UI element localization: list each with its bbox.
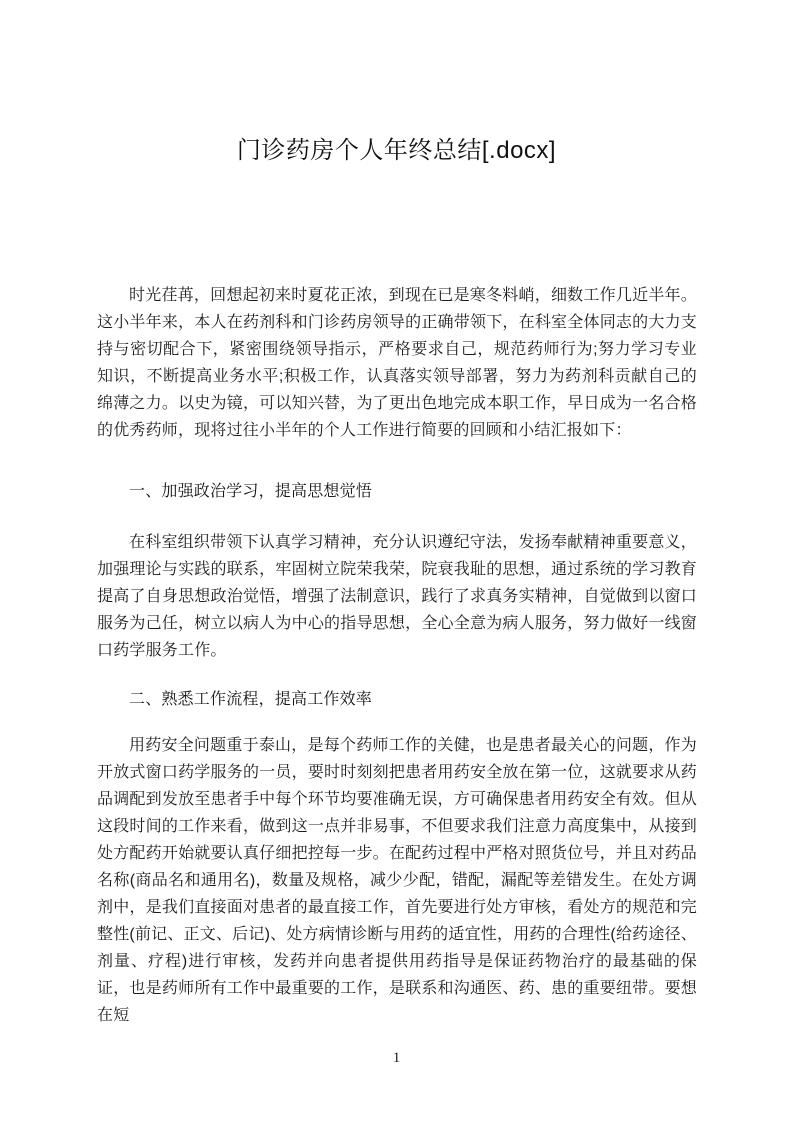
document-title: 门诊药房个人年终总结[.docx] — [236, 137, 557, 164]
paragraph-intro: 时光荏苒，回想起初来时夏花正浓，到现在已是寒冬料峭，细数工作几近半年。这小半年来，本人在药剂科和门诊药房领导的正确带领下，在科室全体同志的大力支持与密切配合下，紧密围绕领导指示，严格要求自己，规范药师行为;努力学习专业知识，不断提高业务水平;积极工作，认真落实领导部署，努力为药剂科贡献自己的绵薄之力。以史为镜，可以知兴替，为了更出色地完成本职工作，早日成为一名合格的优秀药师，现将过往小半年的个人工作进行简要的回顾和小结汇报如下： — [97, 287, 697, 439]
section-heading-2: 二、熟悉工作流程，提高工作效率 — [129, 691, 373, 708]
page-number: 1 — [392, 1050, 401, 1066]
paragraph-section-2: 用药安全问题重于泰山，是每个药师工作的关健，也是患者最关心的问题，作为开放式窗口药学服务的一员，要时时刻刻把患者用药安全放在第一位，这就要求从药品调配到发放至患者手中每个环节均要准确无误，方可确保患者用药安全有效。但从这段时间的工作来看，做到这一点并非易事，不但要求我们注意力高度集中，从接到处方配药开始就要认真仔细把控每一步。在配药过程中严格对照货位号，并且对药品名称(商品名和通用名)，数量及规格，减少少配，错配，漏配等差错发生。在处方调剂中，是我们直接面对患者的最直接工作，首先要进行处方审核，看处方的规范和完整性(前记、正文、后记)、处方病情诊断与用药的适宜性，用药的合理性(给药途径、剂量、疗程)进行审核，发药并向患者提供用药指导是保证药物治疗的最基础的保证，也是药师所有工作中最重要的工作，是联系和沟通医、药、患的重要纽带。要想在短 — [97, 737, 697, 1024]
paragraph-section-1: 在科室组织带领下认真学习精神，充分认识遵纪守法，发扬奉献精神重要意义，加强理论与实践的联系，牢固树立院荣我荣，院衰我耻的思想，通过系统的学习教育提高了自身思想政治觉悟，增强了法制意识，践行了求真务实精神，自觉做到以窗口服务为己任，树立以病人为中心的指导思想，全心全意为病人服务，努力做好一线窗口药学服务工作。 — [97, 534, 697, 659]
section-heading-1: 一、加强政治学习，提高思想觉悟 — [129, 483, 373, 500]
